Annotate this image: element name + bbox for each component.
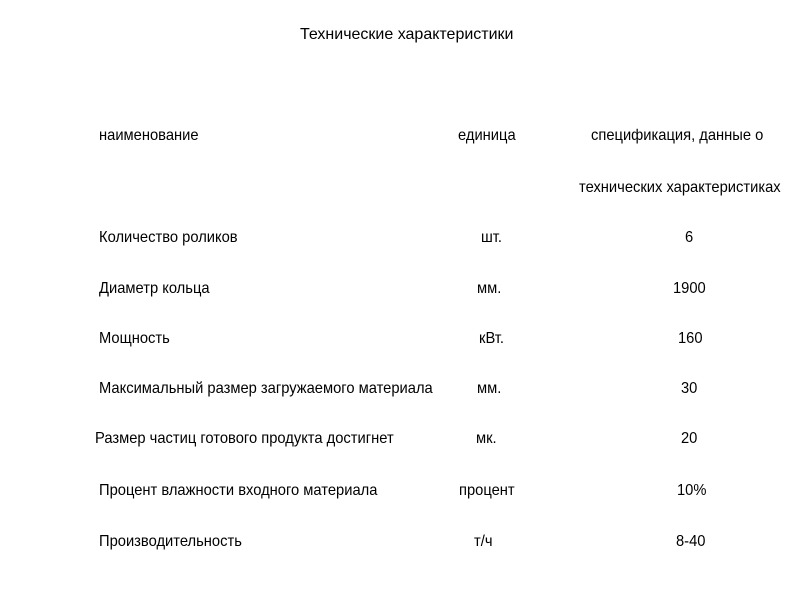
row-value: 8-40 (676, 533, 706, 550)
row-name: Процент влажности входного материала (99, 482, 378, 499)
header-unit: единица (458, 127, 516, 144)
row-unit: шт. (481, 229, 503, 246)
row-value: 10% (677, 482, 707, 499)
row-name: Размер частиц готового продукта достигнет (95, 430, 394, 447)
row-value: 6 (685, 229, 694, 246)
row-unit: кВт. (479, 330, 504, 347)
row-name: Мощность (99, 330, 170, 347)
row-unit: мм. (477, 280, 502, 297)
row-value: 160 (678, 330, 703, 347)
row-name: Максимальный размер загружаемого материала (99, 380, 433, 397)
document-title: Технические характеристики (300, 26, 514, 43)
header-spec-line2: технических характеристиках (579, 179, 781, 196)
row-name: Производительность (99, 533, 242, 550)
row-unit: процент (459, 482, 515, 499)
row-unit: т/ч (474, 533, 493, 550)
row-unit: мк. (476, 430, 497, 447)
row-value: 30 (681, 380, 698, 397)
row-name: Количество роликов (99, 229, 238, 246)
row-value: 1900 (673, 280, 706, 297)
header-name: наименование (99, 127, 199, 144)
row-unit: мм. (477, 380, 502, 397)
header-spec-line1: спецификация, данные о (591, 127, 764, 144)
row-value: 20 (681, 430, 698, 447)
row-name: Диаметр кольца (99, 280, 210, 297)
